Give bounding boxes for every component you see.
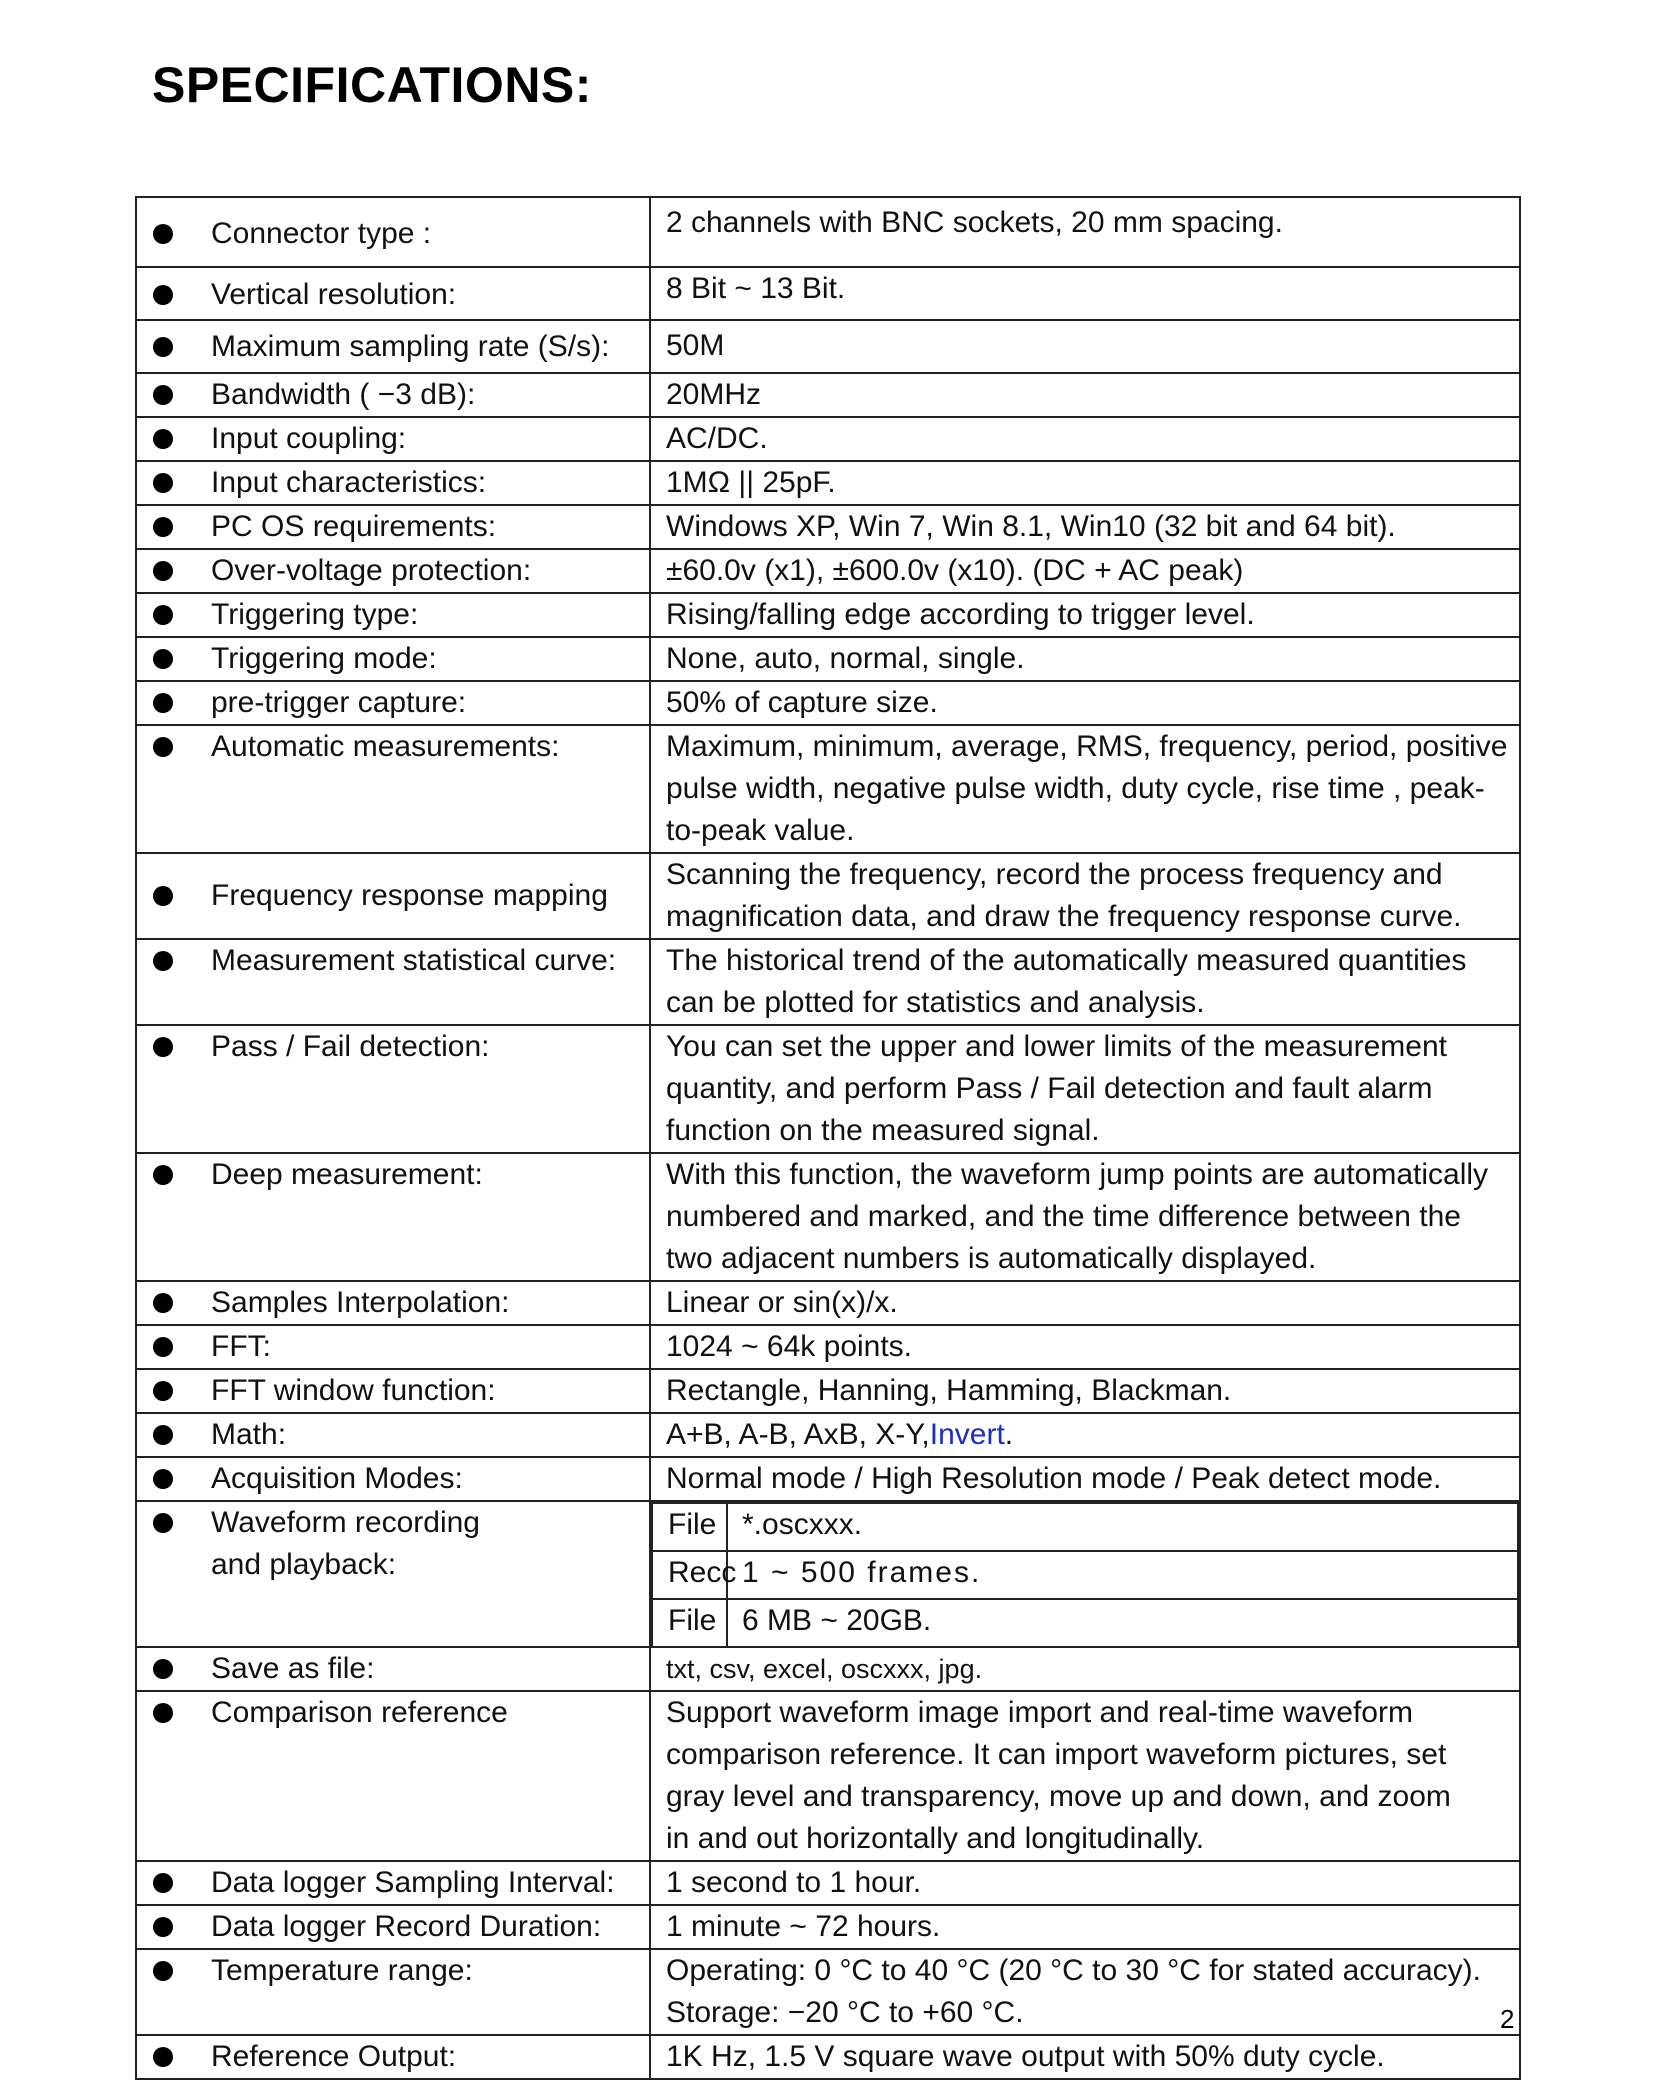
spec-row-input-coupling [136,417,1520,461]
spec-label: Temperature range: [211,1954,473,1987]
spec-label: Triggering mode: [211,642,437,675]
spec-label: Save as file: [211,1652,375,1685]
spec-label: Vertical resolution: [211,278,457,311]
spec-row-fft-window [136,1369,1520,1413]
spec-value: Linear or sin(x)/x. [666,1286,898,1319]
spec-value: Maximum, minimum, average, RMS, frequency, period, positive pulse width, negative pulse width, duty cycle, rise time , peak-to-peak value. [666,730,1508,847]
spec-value: You can set the upper and lower limits of the measurement quantity, and perform Pass / Fail detection and fault alarm function on the measured signal. [666,1030,1447,1147]
spec-label: Frequency response mapping [211,879,608,912]
bullet-icon [153,561,173,581]
bullet-icon [153,693,173,713]
math-operations: A+B, A-B, AxB, X-Y, [666,1418,930,1451]
bullet-icon [153,1659,173,1679]
spec-value: Rectangle, Hanning, Hamming, Blackman. [666,1374,1232,1407]
spec-row-frequency-response [136,853,1520,939]
spec-row-comparison-reference [136,1691,1520,1861]
spec-row-save-as-file [136,1647,1520,1691]
spec-value: 1MΩ || 25pF. [666,466,836,499]
bullet-icon [153,517,173,537]
spec-label: Deep measurement: [211,1158,483,1191]
spec-row-over-voltage [136,549,1520,593]
bullet-icon [153,2047,173,2067]
spec-label: Input characteristics: [211,466,487,499]
spec-value: Support waveform image import and real-time waveform comparison reference. It can import waveform pictures, set gray level and transparency, move up and down, and zoom in and out horizontally and longitudinally. [666,1696,1451,1855]
page-title: SPECIFICATIONS: [152,57,592,113]
spec-label: Data logger Sampling Interval: [211,1866,615,1899]
specifications-table [135,196,1521,2080]
bullet-icon [153,1469,173,1489]
spec-value: 8 Bit ~ 13 Bit. [666,272,846,305]
spec-value: Scanning the frequency, record the process frequency and magnification data, and draw the frequency response curve. [666,858,1462,933]
spec-label: Automatic measurements: [211,730,560,763]
subtable-value: 1 ~ 500 frames. [727,1551,1518,1599]
spec-value: 20MHz [666,378,762,411]
bullet-icon [153,886,173,906]
spec-row-reference-output [136,2035,1520,2079]
subtable-row [652,1551,1518,1599]
subtable-key: File [652,1599,727,1646]
invert-highlight: Invert [929,1418,1005,1451]
spec-label: Input coupling: [211,422,407,455]
subtable-key: Recc [652,1551,727,1599]
spec-row-waveform-recording [136,1501,1520,1647]
spec-value: 50% of capture size. [666,686,938,719]
bullet-icon [153,737,173,757]
spec-label: Samples Interpolation: [211,1286,510,1319]
spec-row-input-characteristics [136,461,1520,505]
spec-label: FFT: [211,1330,271,1363]
spec-row-logger-interval [136,1861,1520,1905]
waveform-recording-subtable [651,1502,1519,1646]
spec-label: Data logger Record Duration: [211,1910,602,1943]
spec-label: Bandwidth ( −3 dB): [211,378,476,411]
spec-value: 1 second to 1 hour. [666,1866,922,1899]
spec-value: 1 minute ~ 72 hours. [666,1910,941,1943]
spec-row-bandwidth [136,373,1520,417]
subtable-key: File [652,1503,727,1551]
subtable-row [652,1599,1518,1646]
spec-value: Operating: 0 °C to 40 °C (20 °C to 30 °C for stated accuracy). Storage: −20 °C to +60 °C. [666,1954,1482,2029]
math-tail: . [1004,1418,1014,1451]
spec-label: Triggering type: [211,598,419,631]
spec-value: 1K Hz, 1.5 V square wave output with 50% duty cycle. [666,2040,1385,2073]
spec-row-pre-trigger [136,681,1520,725]
spec-value: ±60.0v (x1), ±600.0v (x10). (DC + AC peak) [666,554,1244,587]
bullet-icon [153,1425,173,1445]
spec-label: Maximum sampling rate (S/s): [211,330,610,363]
spec-label: Comparison reference [211,1696,508,1729]
bullet-icon [153,1873,173,1893]
spec-row-temperature-range [136,1949,1520,2035]
spec-value: Normal mode / High Resolution mode / Peak detect mode. [666,1462,1442,1495]
spec-row-connector-type [136,197,1520,267]
bullet-icon [153,337,173,357]
spec-label: pre-trigger capture: [211,686,467,719]
spec-row-vertical-resolution [136,267,1520,320]
spec-row-automatic-measurements [136,725,1520,853]
spec-value: AC/DC. [666,422,768,455]
spec-row-triggering-type [136,593,1520,637]
spec-row-samples-interpolation [136,1281,1520,1325]
bullet-icon [153,1917,173,1937]
bullet-icon [153,1703,173,1723]
bullet-icon [153,1293,173,1313]
subtable-row [652,1503,1518,1551]
bullet-icon [153,649,173,669]
bullet-icon [153,1961,173,1981]
spec-row-pass-fail [136,1025,1520,1153]
spec-row-max-sampling-rate [136,320,1520,373]
spec-value: 2 channels with BNC sockets, 20 mm spacing. [666,206,1283,239]
spec-row-measurement-curve [136,939,1520,1025]
spec-value [651,1414,1519,1456]
spec-value: Rising/falling edge according to trigger level. [666,598,1255,631]
spec-label: PC OS requirements: [211,510,497,543]
subtable-value: *.oscxxx. [727,1503,1518,1551]
bullet-icon [153,224,173,244]
spec-row-deep-measurement [136,1153,1520,1281]
spec-value: With this function, the waveform jump points are automatically numbered and marked, and the time difference between the two adjacent numbers is automatically displayed. [666,1158,1489,1275]
bullet-icon [153,1513,173,1533]
spec-row-math [136,1413,1520,1457]
spec-row-triggering-mode [136,637,1520,681]
spec-value: txt, csv, excel, oscxxx, jpg. [666,1654,983,1684]
bullet-icon [153,1037,173,1057]
spec-label: FFT window function: [211,1374,496,1407]
bullet-icon [153,1165,173,1185]
spec-label: Waveform recording and playback: [211,1506,480,1581]
subtable-value: 6 MB ~ 20GB. [727,1599,1518,1646]
bullet-icon [153,429,173,449]
spec-label: Over-voltage protection: [211,554,532,587]
bullet-icon [153,385,173,405]
spec-value: Windows XP, Win 7, Win 8.1, Win10 (32 bit and 64 bit). [666,510,1396,543]
spec-label: Reference Output: [211,2040,457,2073]
bullet-icon [153,285,173,305]
spec-row-pc-os [136,505,1520,549]
spec-label: Connector type : [211,217,432,250]
spec-value: None, auto, normal, single. [666,642,1025,675]
spec-value: The historical trend of the automatically measured quantities can be plotted for statistics and analysis. [666,944,1467,1019]
spec-label: Acquisition Modes: [211,1462,463,1495]
bullet-icon [153,473,173,493]
spec-value: 1024 ~ 64k points. [666,1330,913,1363]
spec-row-fft [136,1325,1520,1369]
bullet-icon [153,951,173,971]
spec-row-logger-duration [136,1905,1520,1949]
spec-row-acquisition-modes [136,1457,1520,1501]
spec-label: Pass / Fail detection: [211,1030,490,1063]
page-number: 2 [1500,2004,1515,2034]
spec-label: Math: [211,1418,287,1451]
spec-value: 50M [666,329,725,362]
spec-label: Measurement statistical curve: [211,944,617,977]
bullet-icon [153,1381,173,1401]
bullet-icon [153,1337,173,1357]
bullet-icon [153,605,173,625]
